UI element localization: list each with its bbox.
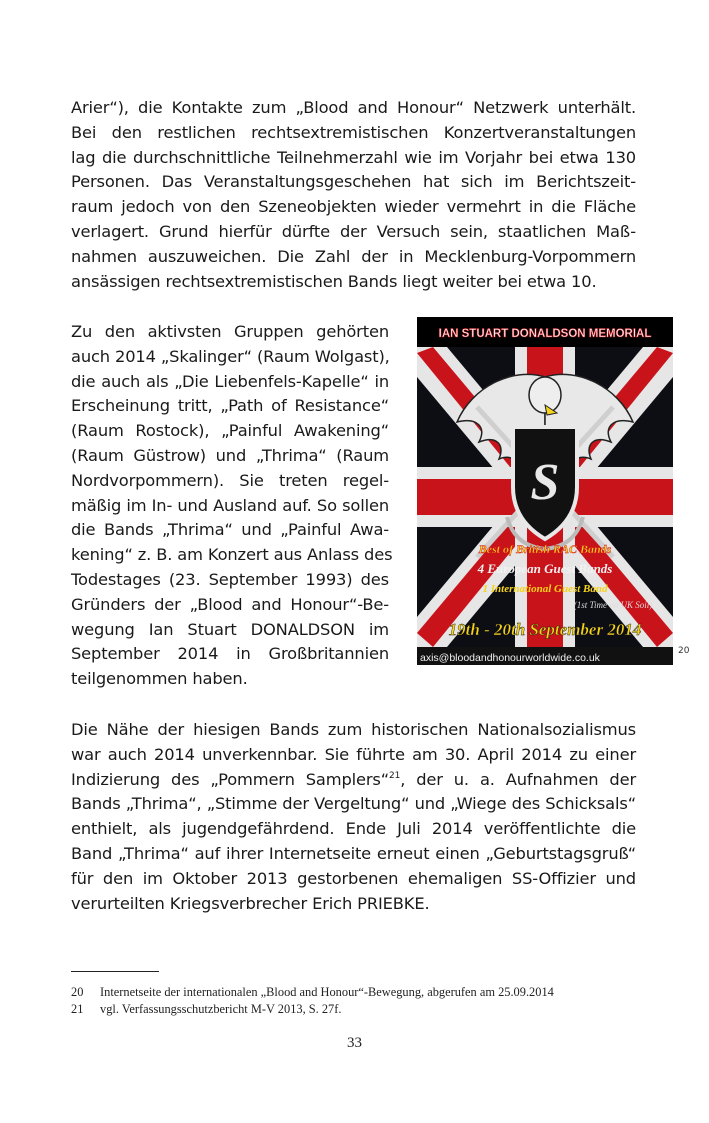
footnote-text: Internetseite der internationalen „Blood and Honour“-Bewegung, abgerufen am 25.09.2014 xyxy=(100,985,554,999)
text-line: Personen. Das Veranstaltungsgeschehen hat sich im Berichtszeit- xyxy=(71,172,636,192)
text-fragment: Indizierung des „Pommern Samplers“ xyxy=(71,769,390,789)
text-line: die auch als „Die Liebenfels-Kapelle“ in xyxy=(71,371,389,391)
text-line: für den im Oktober 2013 gestorbenen ehemaligen SS-Offizier und xyxy=(71,868,636,888)
text-line: Erscheinung tritt, „Path of Resistance“ xyxy=(71,396,389,416)
text-line xyxy=(71,768,636,793)
text-line: September 2014 in Großbritannien xyxy=(71,644,389,664)
poster-dates: 19th - 20th September 2014 xyxy=(448,620,642,639)
concert-poster-image xyxy=(417,317,673,665)
text-line: auch 2014 „Skalinger“ (Raum Wolgast), xyxy=(71,346,390,366)
text-line: nahmen auszuweichen. Die Zahl der in Mecklenburg-Vorpommern xyxy=(71,246,636,266)
poster-email[interactable]: axis@bloodandhonourworldwide.co.uk xyxy=(420,652,600,664)
footnote-number: 20 xyxy=(71,985,84,999)
text-line: wegung Ian Stuart DONALDSON im xyxy=(71,619,389,639)
text-line: raum jedoch von den Szeneobjekten wieder vermehrt in die Fläche xyxy=(71,197,636,217)
paragraph-national-socialism xyxy=(71,718,636,916)
text-fragment: , der u. a. Aufnahmen der xyxy=(400,769,636,789)
text-line: Die Nähe der hiesigen Bands zum historischen Nationalsozialismus xyxy=(71,720,636,739)
text-line: Nordvorpommern). Sie treten regel- xyxy=(71,470,389,490)
text-line: war auch 2014 unverkennbar. Sie führte am 30. April 2014 zu einer xyxy=(71,744,636,764)
footnote-ref-21[interactable]: 21 xyxy=(389,770,401,781)
text-line: verurteilten Kriegsverbrecher Erich PRIEBKE. xyxy=(71,893,430,913)
text-line: enthielt, als jugendgefährdend. Ende Juli 2014 veröffentlichte die xyxy=(71,819,636,839)
text-line: Todestages (23. September 1993) des xyxy=(71,569,389,589)
poster-line3: 1 International Guest Band xyxy=(482,583,608,595)
page-number: 33 xyxy=(347,1035,362,1051)
text-line: Bands „Thrima“, „Stimme der Vergeltung“ und „Wiege des Schicksals“ xyxy=(71,794,636,814)
poster-line1: Best of British RAC Bands xyxy=(478,542,612,556)
text-line: kening“ z. B. am Konzert aus Anlass des xyxy=(71,545,393,565)
footnote-text: vgl. Verfassungsschutzbericht M-V 2013, S. 27f. xyxy=(100,1002,342,1016)
poster-header: IAN STUART DONALDSON MEMORIAL xyxy=(438,328,652,340)
text-line: Gründers der „Blood and Honour“-Be- xyxy=(71,594,389,614)
footnote-divider xyxy=(71,971,159,972)
image-reference-number: 20 xyxy=(678,646,690,656)
footnote-21 xyxy=(71,1002,341,1017)
text-line: Bei den restlichen rechtsextremistischen Konzertveranstaltungen xyxy=(71,122,636,142)
paragraph-concerts xyxy=(71,96,636,294)
text-line: lag die durchschnittliche Teilnehmerzahl wie im Vorjahr bei etwa 130 xyxy=(71,147,636,167)
text-line: (Raum Güstrow) und „Thrima“ (Raum xyxy=(71,445,389,465)
text-line: die Bands „Thrima“ und „Painful Awa- xyxy=(71,520,389,540)
shield-letter: S xyxy=(530,454,560,511)
text-line: Arier“), die Kontakte zum „Blood and Honour“ Netzwerk unterhält. xyxy=(71,98,636,117)
paragraph-bands xyxy=(71,320,393,692)
text-line: Band „Thrima“ auf ihrer Internetseite erneut einen „Geburtstagsgruß“ xyxy=(71,843,636,863)
poster-line4: (1st Time on UK Soil) xyxy=(573,600,653,610)
poster-line2: 4 European Guest Bands xyxy=(477,561,613,576)
text-line: (Raum Rostock), „Painful Awakening“ xyxy=(71,421,389,441)
footnote-20 xyxy=(71,985,554,1000)
text-line: verlagert. Grund hierfür dürfte der Versuch sein, staatlichen Maß- xyxy=(71,221,636,241)
footnote-number: 21 xyxy=(71,1002,84,1016)
text-line: mäßig im In- und Ausland auf. So sollen xyxy=(71,495,389,515)
text-line: ansässigen rechtsextremistischen Bands liegt weiter bei etwa 10. xyxy=(71,271,597,291)
text-line: teilgenommen haben. xyxy=(71,669,248,689)
text-line: Zu den aktivsten Gruppen gehörten xyxy=(71,322,389,341)
